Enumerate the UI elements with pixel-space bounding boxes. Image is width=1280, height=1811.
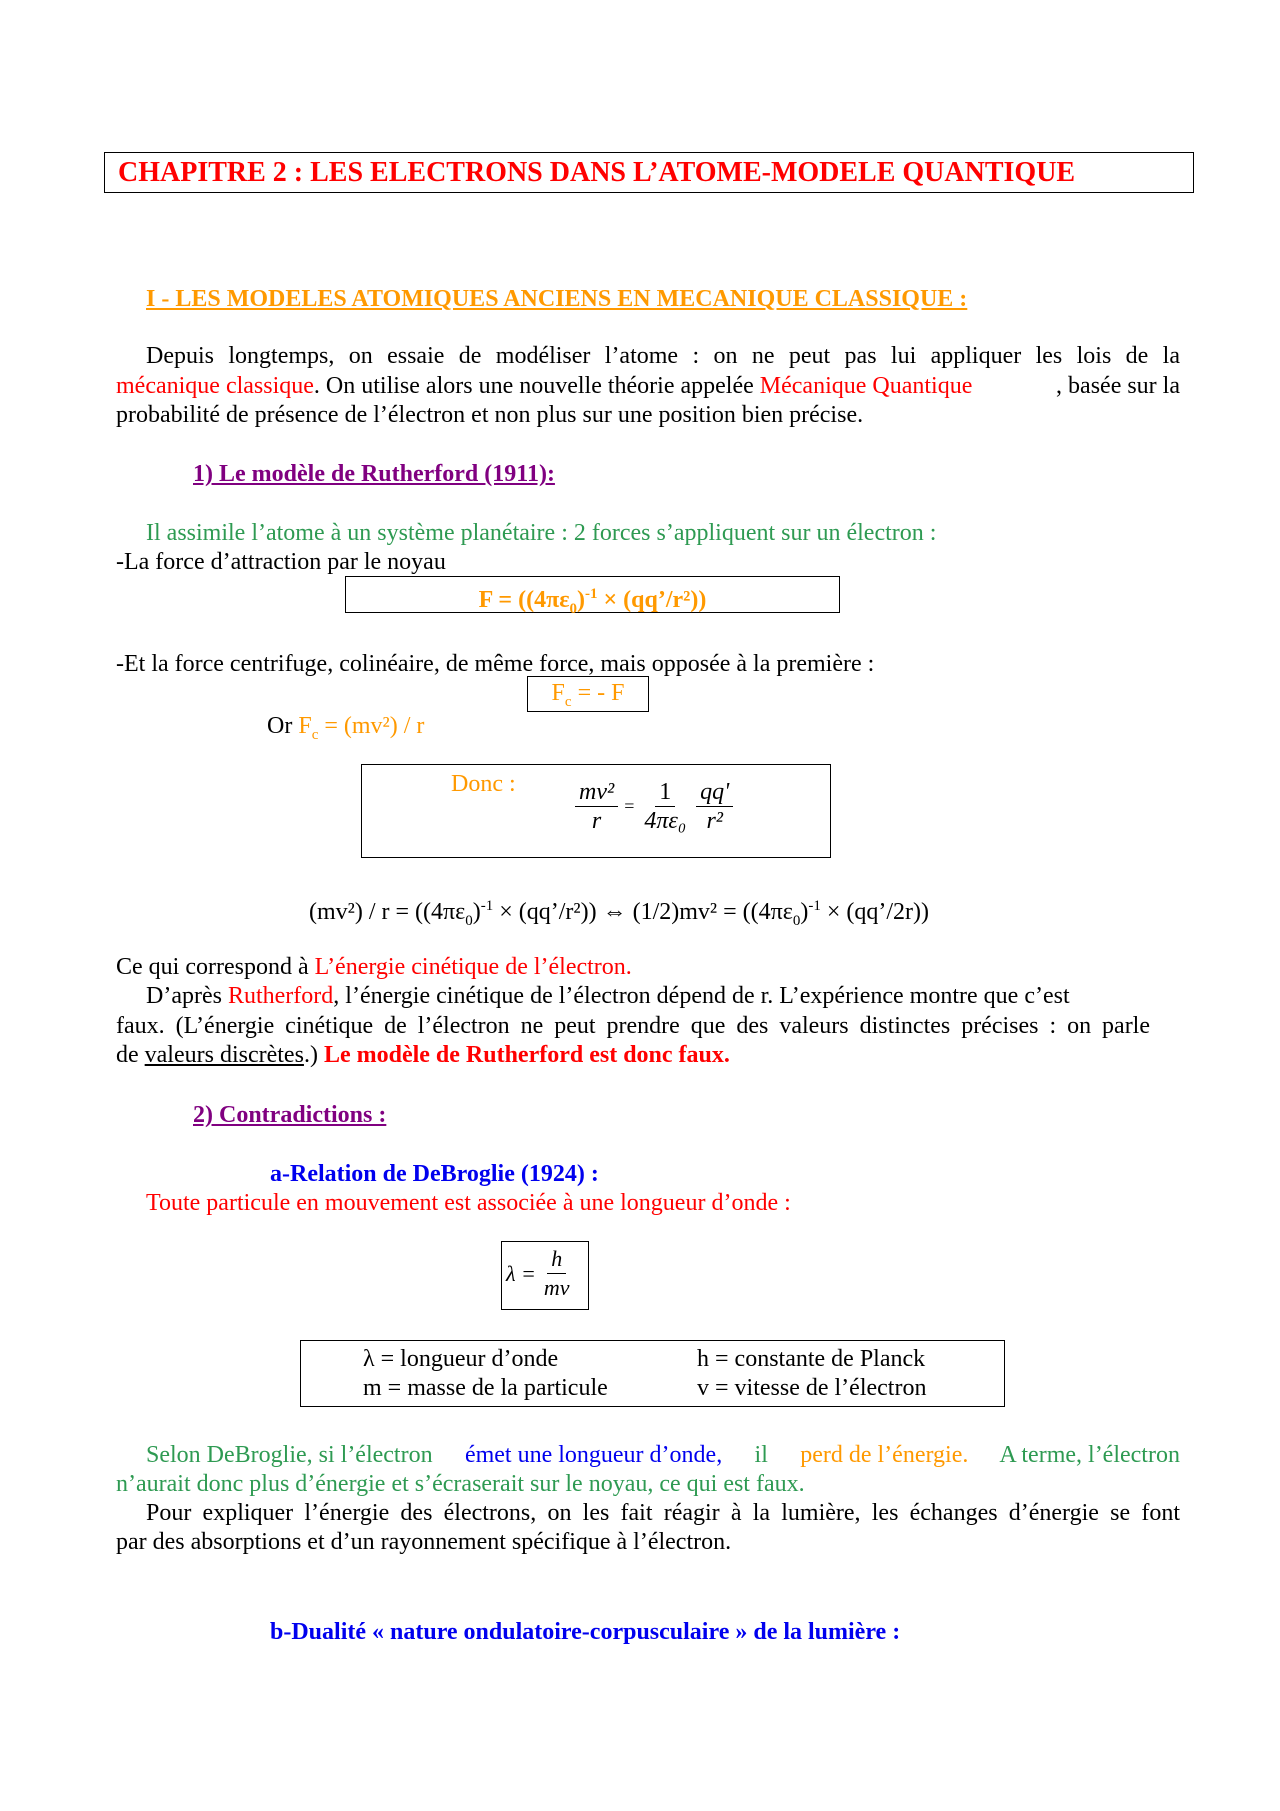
correspondance-line — [116, 953, 632, 982]
donc-rhs1-numerator: 1 — [655, 778, 675, 807]
section-heading-modeles-anciens: I - LES MODELES ATOMIQUES ANCIENS EN MECANIQUE CLASSIQUE : — [146, 286, 968, 312]
valeurs-discretes-term: valeurs discrètes — [144, 1042, 304, 1068]
donc-equals: = — [624, 796, 635, 816]
paragraph-rutherford-line-1 — [146, 982, 1180, 1011]
fc-formula — [527, 679, 649, 717]
donc-lhs-fraction — [575, 778, 618, 835]
dualite-heading: b-Dualité « nature ondulatoire-corpusculaire » de la lumière : — [270, 1619, 901, 1645]
formula-part: × (qq’/r²)) — [597, 587, 707, 613]
chapter-title: CHAPITRE 2 : LES ELECTRONS DANS L’ATOME-MODELE QUANTIQUE — [118, 157, 1076, 188]
paragraph-intro-line-3: probabilité de présence de l’électron et non plus sur une position bien précise. — [116, 402, 864, 428]
perd-energie-term: perd de l’énergie. — [800, 1442, 969, 1468]
or-f-sub: c — [311, 726, 319, 743]
formula-sup: -1 — [584, 586, 598, 602]
legend-m: m = masse de la particule — [363, 1375, 608, 1401]
donc-lhs-denominator: r — [591, 808, 602, 834]
eq-sup: -1 — [808, 898, 821, 914]
paragraph-rutherford-line-3 — [116, 1041, 730, 1070]
donc-label: Donc : — [451, 771, 516, 797]
intro-text: . On utilise alors une nouvelle théorie appelée — [313, 373, 760, 399]
or-f-rest: = (mv²) / r — [318, 713, 425, 739]
p2-text: , l’énergie cinétique de l’électron dépend de r. L’expérience montre que c’est — [333, 983, 1070, 1009]
paragraph-lumiere-line-2: par des absorptions et d’un rayonnement spécifique à l’électron. — [116, 1529, 732, 1555]
lambda-formula — [506, 1245, 574, 1302]
formula-part: F = ((4πε — [478, 587, 570, 613]
donc-rhs2-denominator: r² — [706, 808, 724, 834]
debroglie-intro: Toute particule en mouvement est associée à une longueur d’onde : — [146, 1190, 791, 1216]
force-attraction-label: -La force d’attraction par le noyau — [116, 549, 446, 575]
p3-text: Selon DeBroglie, si l’électron — [146, 1442, 439, 1468]
paragraph-intro-line-1: Depuis longtemps, on essaie de modéliser l’atome : on ne peut pas lui appliquer les lois de la — [146, 343, 1180, 369]
lambda-numerator: h — [547, 1245, 566, 1274]
or-label: Or — [267, 713, 299, 739]
intro-text-end: , basée sur la — [1056, 373, 1180, 399]
fc-rest: = - F — [571, 680, 625, 706]
rutherford-conclusion: Le modèle de Rutherford est donc faux. — [323, 1042, 730, 1068]
legend-lambda: λ = longueur d’onde — [363, 1346, 559, 1372]
contradictions-heading: 2) Contradictions : — [193, 1102, 387, 1128]
eq-sub: 0 — [465, 912, 473, 929]
or-f — [298, 713, 425, 743]
donc-rhs-fraction-1 — [640, 778, 690, 835]
rutherford-heading: 1) Le modèle de Rutherford (1911): — [193, 461, 555, 487]
eq-part: × (qq’/2r)) — [820, 899, 929, 925]
donc-rhs1-denominator: 4πε₀ — [644, 808, 687, 834]
eq-part: ) — [472, 899, 481, 925]
rutherford-term: Rutherford — [227, 983, 334, 1009]
lambda-fraction — [540, 1245, 574, 1302]
or-f-symbol: F — [298, 713, 312, 739]
rutherford-intro: Il assimile l’atome à un système planétaire : 2 forces s’appliquent sur un électron : — [146, 520, 937, 546]
paragraph-lumiere-line-1: Pour expliquer l’énergie des électrons, on les fait réagir à la lumière, les échanges d’énergie se font — [146, 1500, 1180, 1526]
force-centrifuge-label: -Et la force centrifuge, colinéaire, de même force, mais opposée à la première : — [116, 651, 875, 677]
correspondance-text: Ce qui correspond à — [116, 954, 315, 980]
emet-longueur-onde-term: émet une longueur d’onde, — [464, 1442, 723, 1468]
eq-part: (mv²) / r = ((4πε — [309, 899, 466, 925]
donc-rhs-fraction-2 — [696, 778, 733, 835]
legend-h: h = constante de Planck — [697, 1346, 926, 1372]
fc-sub: c — [564, 693, 572, 710]
or-formula — [267, 712, 424, 750]
mecanique-classique-term: mécanique classique — [116, 373, 314, 399]
paragraph-debroglie-line-2: n’aurait donc plus d’énergie et s’écraserait sur le noyau, ce qui est faux. — [116, 1471, 805, 1497]
paragraph-intro-line-2 — [116, 372, 1180, 401]
eq-part: ) — [800, 899, 809, 925]
energie-cinetique-term: L’énergie cinétique de l’électron. — [314, 954, 632, 980]
eq-sub: 0 — [792, 912, 801, 929]
lambda-lhs: λ = — [506, 1260, 536, 1286]
kinetic-energy-equation — [309, 892, 929, 936]
force-formula — [345, 580, 840, 624]
p2-text: D’après — [146, 983, 228, 1009]
mecanique-quantique-term: Mécanique Quantique — [759, 373, 973, 399]
eq-sup: -1 — [480, 898, 494, 914]
p2-text: de — [116, 1042, 145, 1068]
debroglie-heading: a-Relation de DeBroglie (1924) : — [270, 1161, 599, 1187]
donc-lhs-numerator: mv² — [575, 778, 618, 807]
fc-symbol: F — [551, 680, 565, 706]
formula-sub: 0 — [569, 600, 577, 617]
donc-equation — [575, 778, 733, 835]
lambda-denominator: mv — [543, 1275, 570, 1300]
eq-part: × (qq’/r²)) ⇔ (1/2)mv² = ((4πε — [493, 899, 793, 925]
donc-rhs2-numerator: qq' — [696, 778, 733, 807]
formula-part: ) — [576, 587, 585, 613]
p3-text: il — [748, 1442, 774, 1468]
paragraph-debroglie-line-1 — [146, 1441, 1180, 1470]
p2-text: .) — [303, 1042, 324, 1068]
legend-v: v = vitesse de l’électron — [697, 1375, 927, 1401]
paragraph-rutherford-line-2: faux. (L’énergie cinétique de l’électron ne peut prendre que des valeurs distinctes précises : on parle — [116, 1013, 1150, 1039]
p3-text: A terme, l’électron — [994, 1442, 1180, 1468]
